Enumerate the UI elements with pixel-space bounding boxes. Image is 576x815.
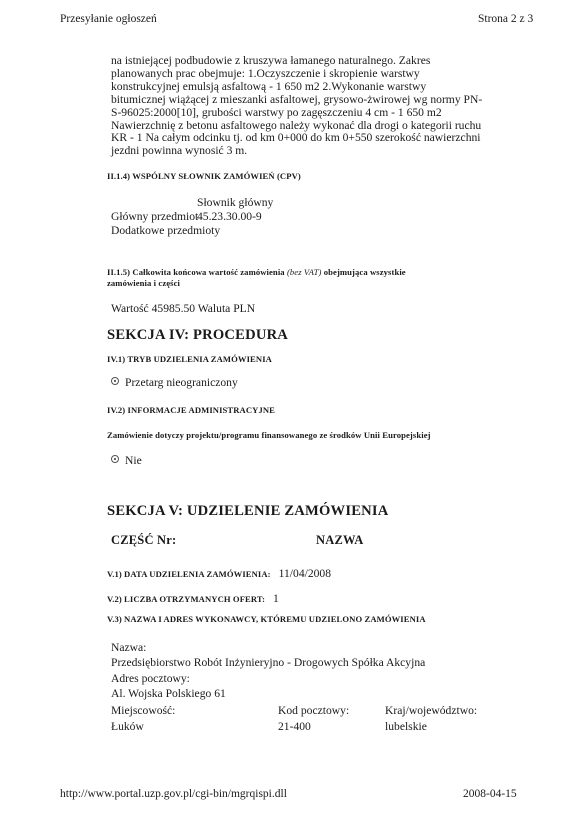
page-header-title: Przesyłanie ogłoszeń — [60, 13, 157, 25]
value-heading-line2: zamówienia i części — [107, 278, 181, 288]
intro-line: na istniejącej podbudowie z kruszywa łamanego naturalnego. Zakres — [111, 54, 431, 67]
part-name-label: NAZWA — [316, 533, 364, 547]
cpv-main-code: 45.23.30.00-9 — [197, 210, 262, 223]
page-number: Strona 2 z 3 — [478, 13, 534, 25]
value-heading — [107, 267, 406, 277]
city-label: Miejscowość: — [111, 704, 176, 717]
award-date-heading: V.1) DATA UDZIELENIA ZAMÓWIENIA: — [107, 569, 271, 579]
address-value: Al. Wojska Polskiego 61 — [111, 687, 226, 700]
part-number-label: CZĘŚĆ Nr: — [111, 533, 177, 547]
intro-paragraph — [111, 55, 531, 158]
eu-value: Nie — [125, 454, 142, 467]
offers-value: 1 — [273, 592, 279, 605]
radio-selected-icon — [111, 377, 119, 385]
tryb-value: Przetarg nieograniczony — [125, 376, 238, 389]
footer-url: http://www.portal.uzp.gov.pl/cgi-bin/mgrqispi.dll — [60, 788, 287, 800]
section-5-title: SEKCJA V: UDZIELENIE ZAMÓWIENIA — [107, 503, 389, 519]
tryb-heading: IV.1) TRYB UDZIELENIA ZAMÓWIENIA — [107, 354, 272, 364]
intro-line: Nawierzchnię z betonu asfaltowego należy wykonać dla drogi o kategorii ruchu — [111, 118, 482, 132]
postal-label: Kod pocztowy: — [278, 704, 350, 717]
intro-line: KR - 1 Na całym odcinku tj. od km 0+000 do km 0+550 szerokość nawierzchni — [111, 131, 481, 145]
region-label: Kraj/województwo: — [385, 704, 478, 717]
admin-heading: IV.2) INFORMACJE ADMINISTRACYJNE — [107, 405, 276, 415]
footer-date: 2008-04-15 — [463, 788, 517, 800]
contractor-name-label: Nazwa: — [111, 641, 147, 654]
contractor-heading: V.3) NAZWA I ADRES WYKONAWCY, KTÓREMU UDZIELONO ZAMÓWIENIA — [107, 614, 426, 624]
intro-line: S-96025:2000[10], grubości warstwy po zagęszczeniu 4 cm - 1 650 m2 — [111, 105, 442, 119]
award-date-row — [107, 564, 331, 582]
contractor-name-value: Przedsiębiorstwo Robót Inżynieryjno - Drogowych Spółka Akcyjna — [111, 656, 426, 669]
address-label: Adres pocztowy: — [111, 672, 190, 685]
value-heading-part2: obejmująca wszystkie — [323, 267, 406, 277]
value-heading-italic: (bez VAT) — [286, 267, 322, 277]
offers-row — [107, 589, 279, 607]
radio-selected-icon — [111, 455, 119, 463]
tryb-option — [111, 377, 238, 390]
eu-heading: Zamówienie dotyczy projektu/programu finansowanego ze środków Unii Europejskiej — [107, 430, 431, 440]
offers-heading: V.2) LICZBA OTRZYMANYCH OFERT: — [107, 594, 266, 604]
cpv-main-label: Główny przedmiot — [111, 210, 199, 223]
value-heading-part1: II.1.5) Całkowita końcowa wartość zamówienia — [107, 267, 285, 277]
intro-line: jezdni powinna wynosić 3 m. — [111, 144, 248, 158]
eu-option — [111, 455, 142, 468]
region-value: lubelskie — [385, 720, 427, 733]
cpv-heading: II.1.4) WSPÓLNY SŁOWNIK ZAMÓWIEŃ (CPV) — [107, 171, 301, 181]
intro-line: konstrukcyjnej emulsją asfaltową - 1 650 m2 2.Wykonanie warstwy — [111, 79, 427, 93]
intro-line: bitumicznej wiążącej z mieszanki asfaltowej, grysowo-żwirowej wg normy PN- — [111, 92, 483, 106]
postal-value: 21-400 — [278, 720, 311, 733]
cpv-column-header: Słownik główny — [197, 196, 274, 209]
intro-line: planowanych prac obejmuje: 1.Oczyszczenie i skropienie warstwy — [111, 66, 420, 80]
cpv-additional-label: Dodatkowe przedmioty — [111, 224, 221, 237]
city-value: Łuków — [111, 720, 144, 733]
value-text: Wartość 45985.50 Waluta PLN — [111, 302, 256, 315]
section-4-title: SEKCJA IV: PROCEDURA — [107, 327, 289, 343]
award-date-value: 11/04/2008 — [278, 567, 332, 580]
